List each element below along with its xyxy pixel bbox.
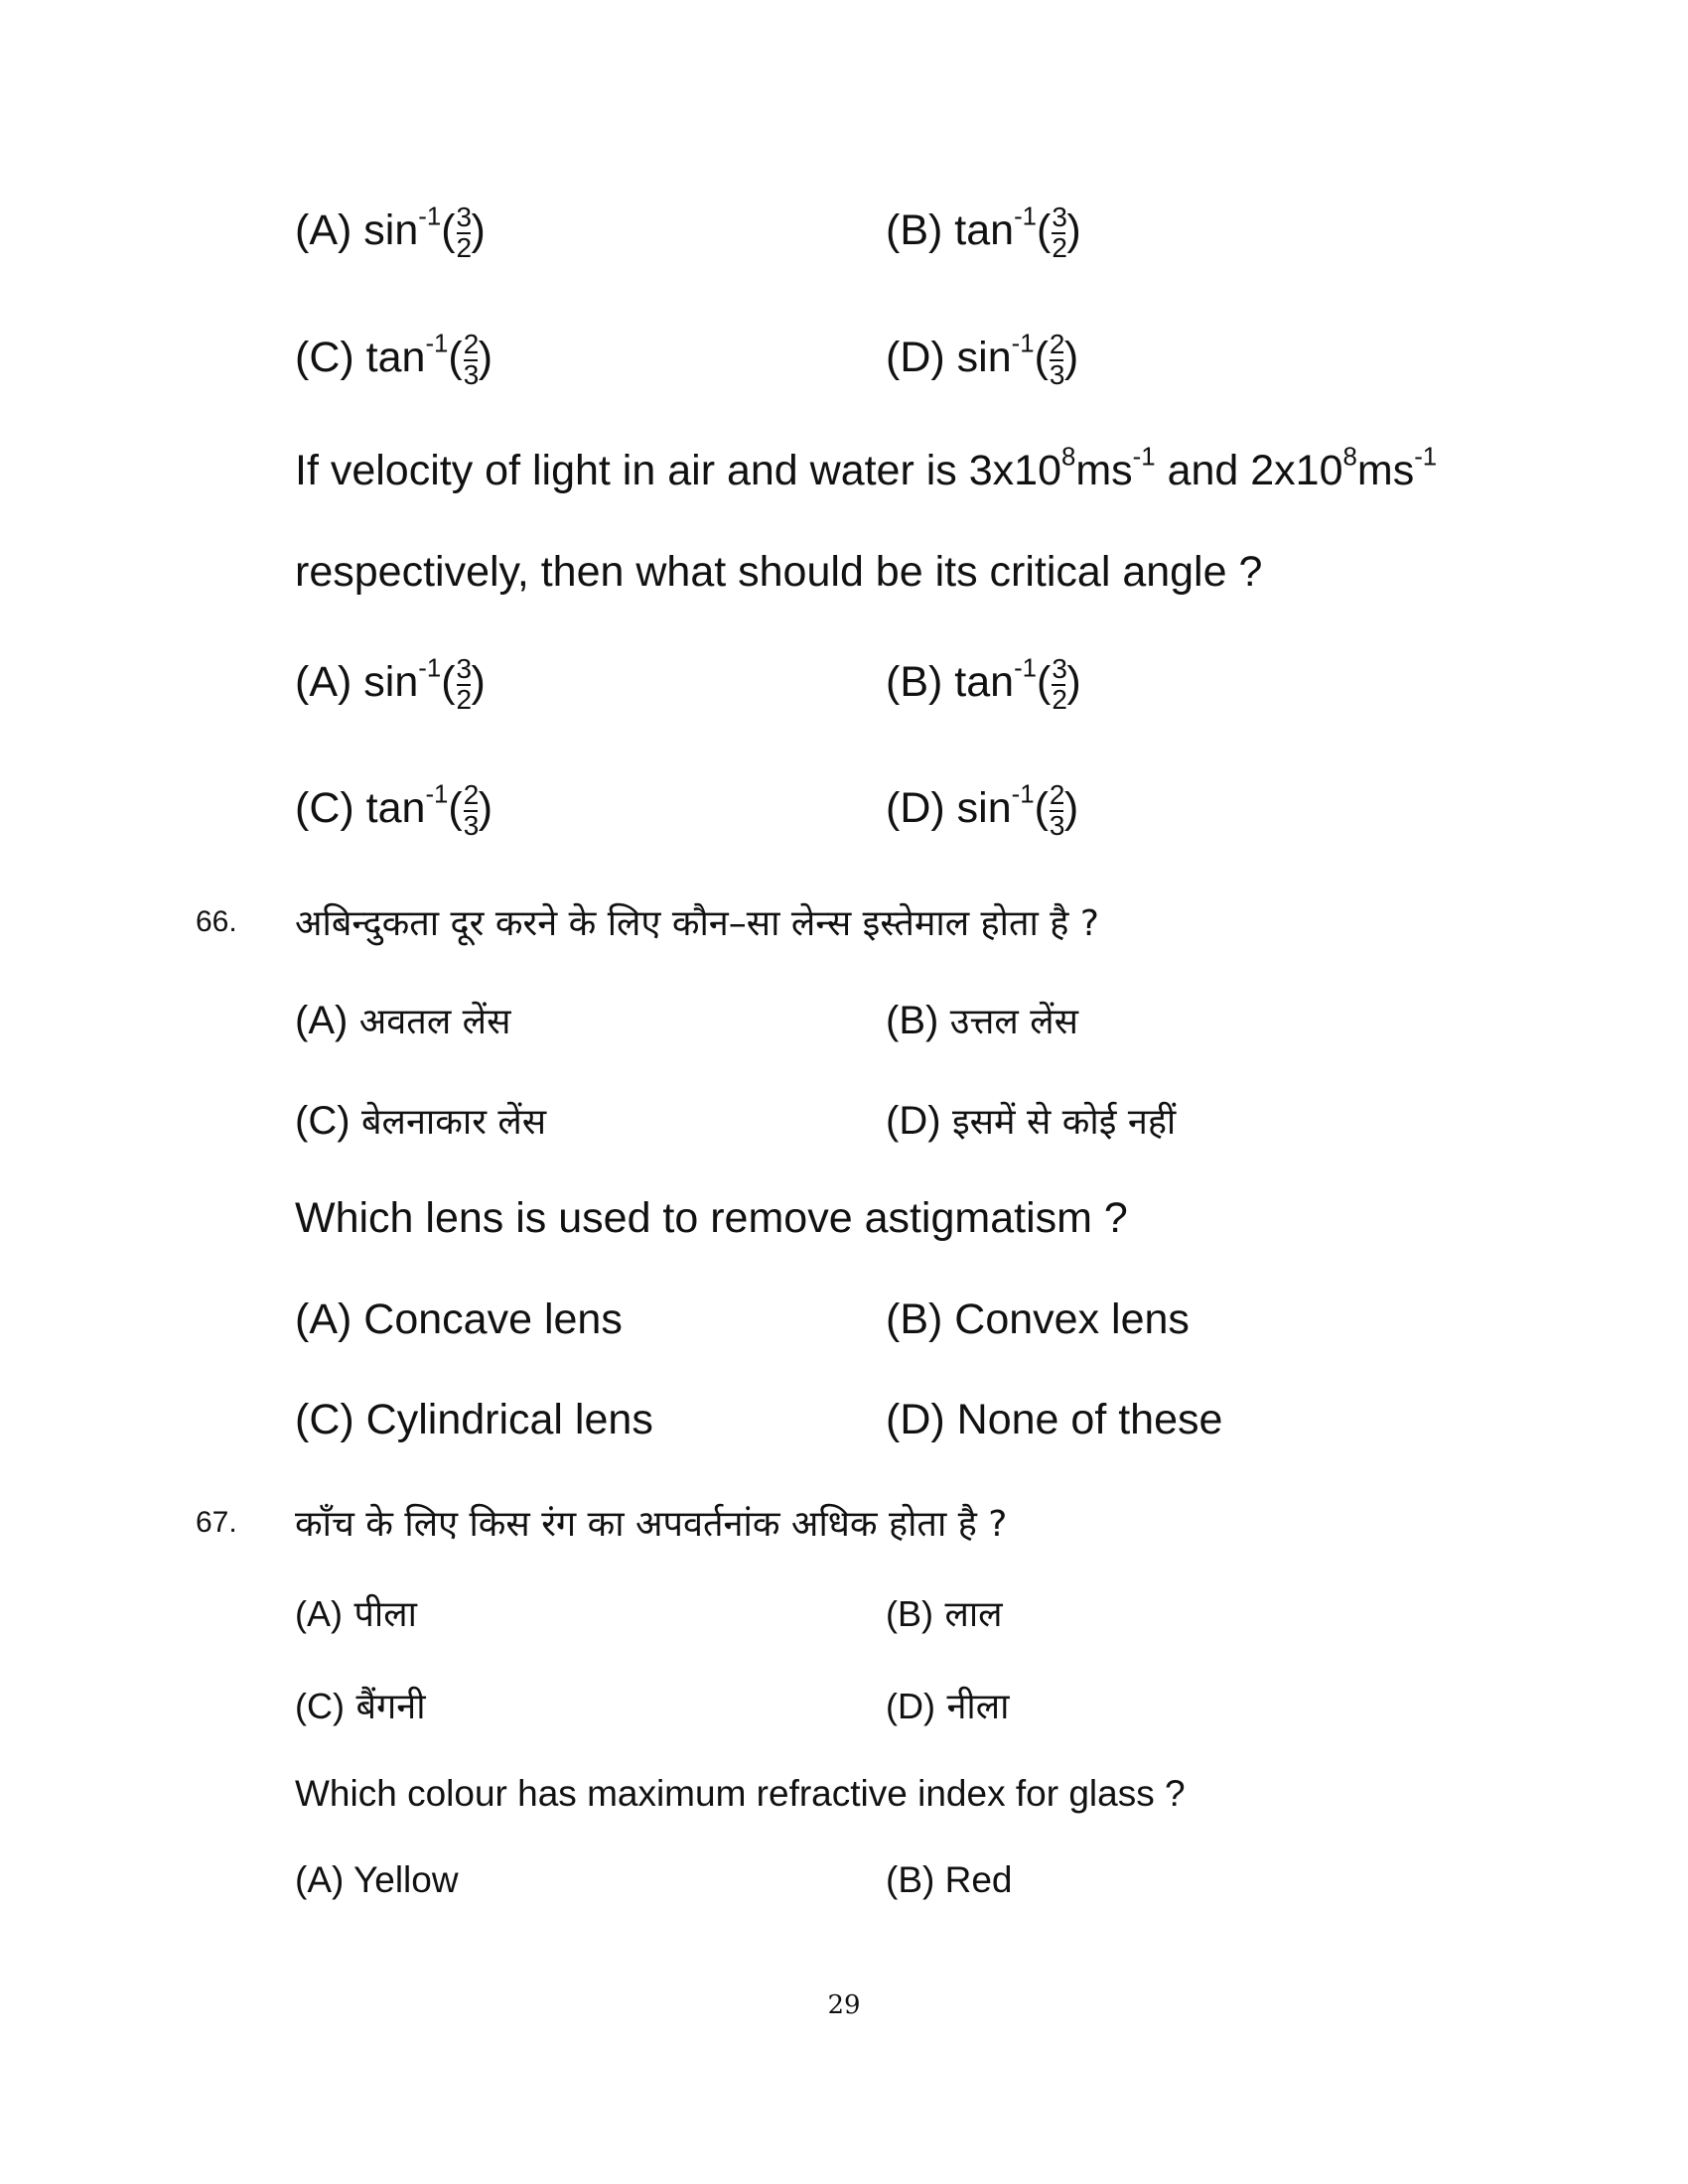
option-c: (C) बैंगनी — [295, 1686, 426, 1727]
option-b: (B) $\tan^{-1}$( $\frac{3}{2}$ ) — [886, 653, 1081, 715]
question-number: 66. — [196, 905, 237, 938]
question-text: Which colour has maximum refractive index for glass ? — [295, 1773, 1186, 1814]
option-a: (A) Yellow — [295, 1859, 459, 1900]
option-d: (D) $\sin^{-1}$( $\frac{2}{3}$ ) — [886, 779, 1079, 841]
option-b: (B) उत्तल लेंस — [886, 999, 1078, 1042]
option-a: (A) पीला — [295, 1593, 417, 1635]
option-b: (B) $\tan^{-1}$( $\frac{3}{2}$ ) — [886, 202, 1081, 263]
option-a: (A) अवतल लेंस — [295, 999, 511, 1042]
option-b: (B) Red — [886, 1859, 1013, 1900]
question-text-hindi: अबिन्दुकता दूर करने के लिए कौन–सा लेन्स इस्तेमाल होता है ? — [295, 903, 1099, 944]
option-c: (C) Cylindrical lens — [295, 1396, 653, 1443]
question-text-cont: respectively, then what should be its critical angle ? — [295, 548, 1263, 596]
question-number: 67. — [196, 1506, 237, 1539]
option-a: (A) Concave lens — [295, 1296, 623, 1343]
option-d: (D) इसमें से कोई नहीं — [886, 1099, 1177, 1143]
option-c: (C) $\tan^{-1}$( $\frac{2}{3}$ ) — [295, 329, 493, 390]
question-text: Which lens is used to remove astigmatism ? — [295, 1194, 1128, 1242]
option-b: (B) Convex lens — [886, 1296, 1190, 1343]
question-text: If velocity of light in air and water is $3x10^8ms^{-1}$ and $2x10^8ms^{-1}$ — [295, 443, 1438, 494]
option-a: (A) $\sin^{-1}$( $\frac{3}{2}$ ) — [295, 202, 486, 263]
option-c: (C) बेलनाकार लेंस — [295, 1099, 547, 1143]
option-d: (D) $\sin^{-1}$( $\frac{2}{3}$ ) — [886, 329, 1079, 390]
page-number: 29 — [827, 1990, 861, 2020]
option-d: (D) None of these — [886, 1396, 1223, 1443]
option-b: (B) लाल — [886, 1593, 1003, 1635]
question-text-hindi: काँच के लिए किस रंग का अपवर्तनांक अधिक होता है ? — [295, 1504, 1008, 1545]
option-d: (D) नीला — [886, 1686, 1010, 1727]
option-c: (C) $\tan^{-1}$( $\frac{2}{3}$ ) — [295, 779, 493, 841]
option-a: (A) $\sin^{-1}$( $\frac{3}{2}$ ) — [295, 653, 486, 715]
